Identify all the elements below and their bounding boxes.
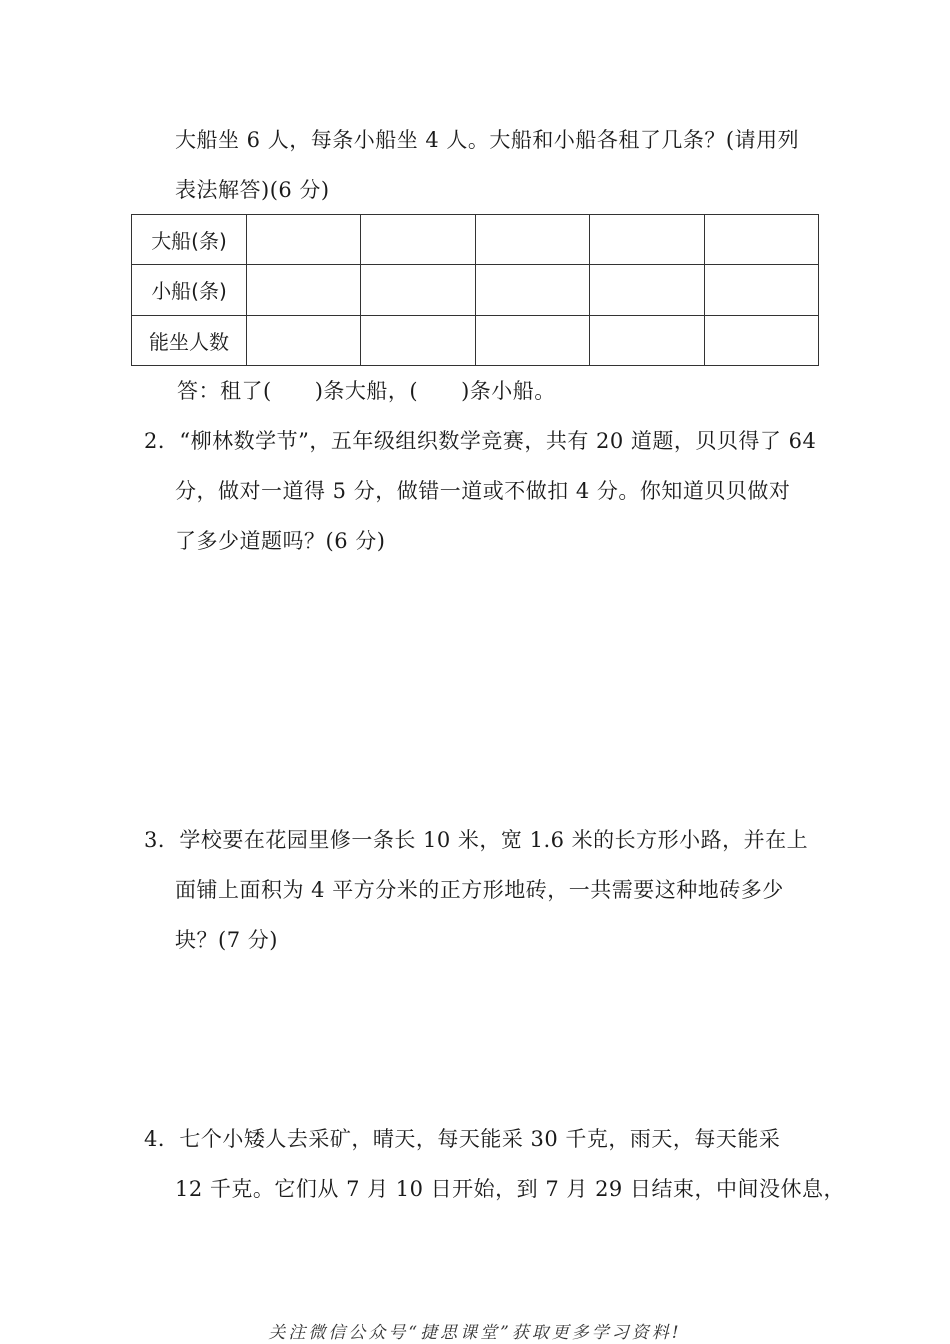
q3-text-line-1: 3．学校要在花园里修一条长 10 米，宽 1.6 米的长方形小路，并在上 [144, 828, 809, 852]
table-cell[interactable] [704, 315, 818, 365]
q3-text-line-3: 块？(7 分) [175, 928, 278, 952]
table-cell[interactable] [475, 315, 589, 365]
table-cell[interactable] [247, 265, 361, 315]
table-row-label: 小船(条) [132, 265, 247, 315]
table-cell[interactable] [247, 315, 361, 365]
table-cell[interactable] [361, 315, 475, 365]
q2-text-line-2: 分，做对一道得 5 分，做错一道或不做扣 4 分。你知道贝贝做对 [175, 479, 791, 503]
table-cell[interactable] [247, 215, 361, 265]
table-cell[interactable] [590, 315, 704, 365]
q1-answer-line: 答：租了( )条大船，( )条小船。 [177, 379, 556, 403]
q2-text-line-1: 2．“柳林数学节”，五年级组织数学竞赛，共有 20 道题，贝贝得了 64 [144, 429, 817, 453]
q4-text-line-1: 4．七个小矮人去采矿，晴天，每天能采 30 千克，雨天，每天能采 [144, 1127, 781, 1151]
table-cell[interactable] [475, 215, 589, 265]
table-row [132, 315, 819, 365]
table-row [132, 265, 819, 315]
table-cell[interactable] [704, 265, 818, 315]
q2-text-line-3: 了多少道题吗？(6 分) [175, 529, 386, 553]
table-cell[interactable] [361, 265, 475, 315]
table-cell[interactable] [361, 215, 475, 265]
q1-text-line-1: 大船坐 6 人，每条小船坐 4 人。大船和小船各租了几条？(请用列 [175, 128, 800, 152]
table-cell[interactable] [475, 265, 589, 315]
table-row-label: 能坐人数 [132, 315, 247, 365]
q4-text-line-2: 12 千克。它们从 7 月 10 日开始，到 7 月 29 日结束，中间没休息， [175, 1177, 845, 1201]
table-cell[interactable] [590, 215, 704, 265]
footer-watermark: 关注微信公众号“捷思课堂”获取更多学习资料! [268, 1323, 682, 1343]
table-row-label: 大船(条) [132, 215, 247, 265]
table-row [132, 215, 819, 265]
table-cell[interactable] [590, 265, 704, 315]
enumeration-table [131, 214, 819, 366]
q3-text-line-2: 面铺上面积为 4 平方分米的正方形地砖，一共需要这种地砖多少 [175, 878, 784, 902]
q1-text-line-2: 表法解答)(6 分) [175, 178, 330, 202]
table-cell[interactable] [704, 215, 818, 265]
